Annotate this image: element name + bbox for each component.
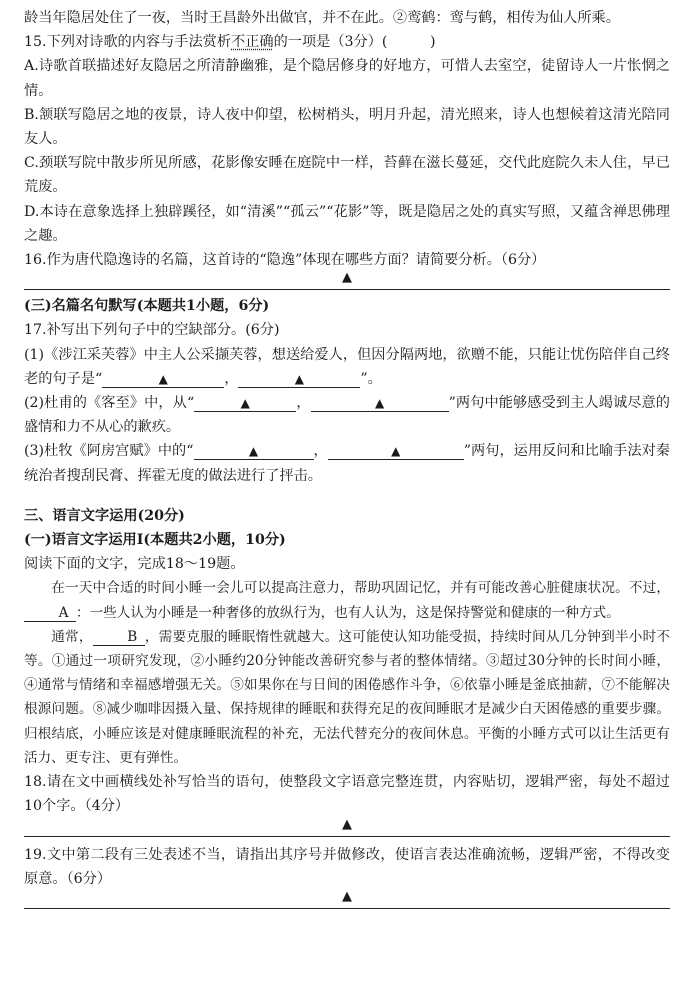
answer-marker-icon: ▲	[342, 270, 352, 286]
q17-item-3: (3)杜牧《阿房宫赋》中的“ ▲ ， ▲ ”两句，运用反问和比喻手法对秦统治者搜刮民膏、挥霍无度的做法进行了抨击。	[24, 443, 670, 484]
reading-passage	[24, 576, 670, 770]
part-3-heading: 三、语言文字运用(20分)	[24, 507, 185, 524]
q15-option-d: D.本诗在意象选择上独辟蹊径，如“清溪”“孤云”“花影”等，既是隐居之处的真实写照，又蕴含禅思佛理之趣。	[24, 203, 670, 244]
blank-a[interactable]: A	[24, 605, 76, 622]
q17-3-blank-1[interactable]: ▲	[194, 443, 314, 460]
q15-option-c: C.颈联写院中散步所见所感，花影像安睡在庭院中一样，苔藓在滋长蔓延，交代此庭院久未人住，早已荒废。	[24, 155, 670, 196]
q19-answer-line[interactable]	[24, 888, 670, 909]
q17-2-blank-1[interactable]: ▲	[194, 395, 296, 412]
q15-option-a: A.诗歌首联描述好友隐居之所清静幽雅，是个隐居修身的好地方，可惜人去室空，徒留诗人一片怅惘之情。	[24, 58, 670, 99]
q17-item-1: (1)《涉江采芙蓉》中主人公采撷芙蓉，想送给爱人，但因分隔两地，欲赠不能，只能让忧伤陪伴自己终老的句子是“ ▲ ， ▲ ”。	[24, 346, 670, 387]
q18-answer-line[interactable]	[24, 816, 670, 837]
question-16-stem: 16.作为唐代隐逸诗的名篇，这首诗的“隐逸”体现在哪些方面？请简要分析。（6分）	[24, 252, 546, 269]
answer-marker-icon: ▲	[342, 816, 352, 832]
question-15-stem: 15.下列对诗歌的内容与手法赏析不正确的一项是（3分）( )	[24, 34, 436, 51]
part-3-sub-heading: (一)语言文字运用Ⅰ(本题共2小题，10分)	[24, 532, 286, 549]
question-19-stem: 19.文中第二段有三处表述不当，请指出其序号并做修改，使语言表达准确流畅，逻辑严密，不得改变原意。（6分）	[24, 846, 670, 887]
q16-answer-line[interactable]	[24, 272, 670, 290]
q17-3-blank-2[interactable]: ▲	[328, 443, 464, 460]
answer-marker-icon: ▲	[342, 888, 352, 904]
reading-instruction: 阅读下面的文字，完成18～19题。	[24, 556, 245, 573]
question-17-stem: 17.补写出下列句子中的空缺部分。(6分)	[24, 322, 280, 339]
q17-2-blank-2[interactable]: ▲	[311, 395, 449, 412]
section-3-heading: (三)名篇名句默写(本题共1小题，6分)	[24, 298, 270, 315]
passage-paragraph-1: 在一天中合适的时间小睡一会儿可以提高注意力，帮助巩固记忆，并有可能改善心脏健康状况。不过，A ：一些人认为小睡是一种奢侈的放纵行为，也有人认为，这是保持警觉和健康的一种方式。	[24, 576, 670, 624]
question-18-stem: 18.请在文中画横线处补写恰当的语句，使整段文字语意完整连贯，内容贴切，逻辑严密，每处不超过10个字。（4分）	[24, 774, 670, 815]
q17-1-blank-2[interactable]: ▲	[238, 371, 360, 388]
q15-option-b: B.颔联写隐居之地的夜景，诗人夜中仰望，松树梢头，明月升起，清光照来，诗人也想候着这清光陪同友人。	[24, 106, 670, 148]
blank-b[interactable]: B	[93, 629, 145, 646]
q17-item-2: (2)杜甫的《客至》中，从“ ▲ ， ▲ ”两句中能够感受到主人竭诚尽意的盛情和力不从心的歉疚。	[24, 395, 670, 436]
note-continuation: 龄当年隐居处住了一夜，当时王昌龄外出做官，并不在此。②鸾鹤：鸾与鹤，相传为仙人所乘。	[24, 10, 620, 26]
q17-1-blank-1[interactable]: ▲	[102, 371, 224, 388]
passage-paragraph-2: 通常， B ，需要克服的睡眠惰性就越大。这可能使认知功能受损，持续时间从几分钟到半小时不等。①通过一项研究发现，②小睡约20分钟能改善研究参与者的整体情绪。③超过30分钟的长时间小睡，④通常与情绪和幸福感增强无关。⑤如果你在与日间的困倦感作斗争，⑥依靠小睡是釜底抽薪，⑦不能解决根源问题。⑧减少咖啡因摄入量、保持规律的睡眠和获得充足的夜间睡眠才是减少白天困倦感的重要步骤。归根结底，小睡应该是对健康睡眠流程的补充，无法代替充分的夜间休息。平衡的小睡方式可以让生活更有活力、更专注、更有弹性。	[24, 628, 671, 766]
